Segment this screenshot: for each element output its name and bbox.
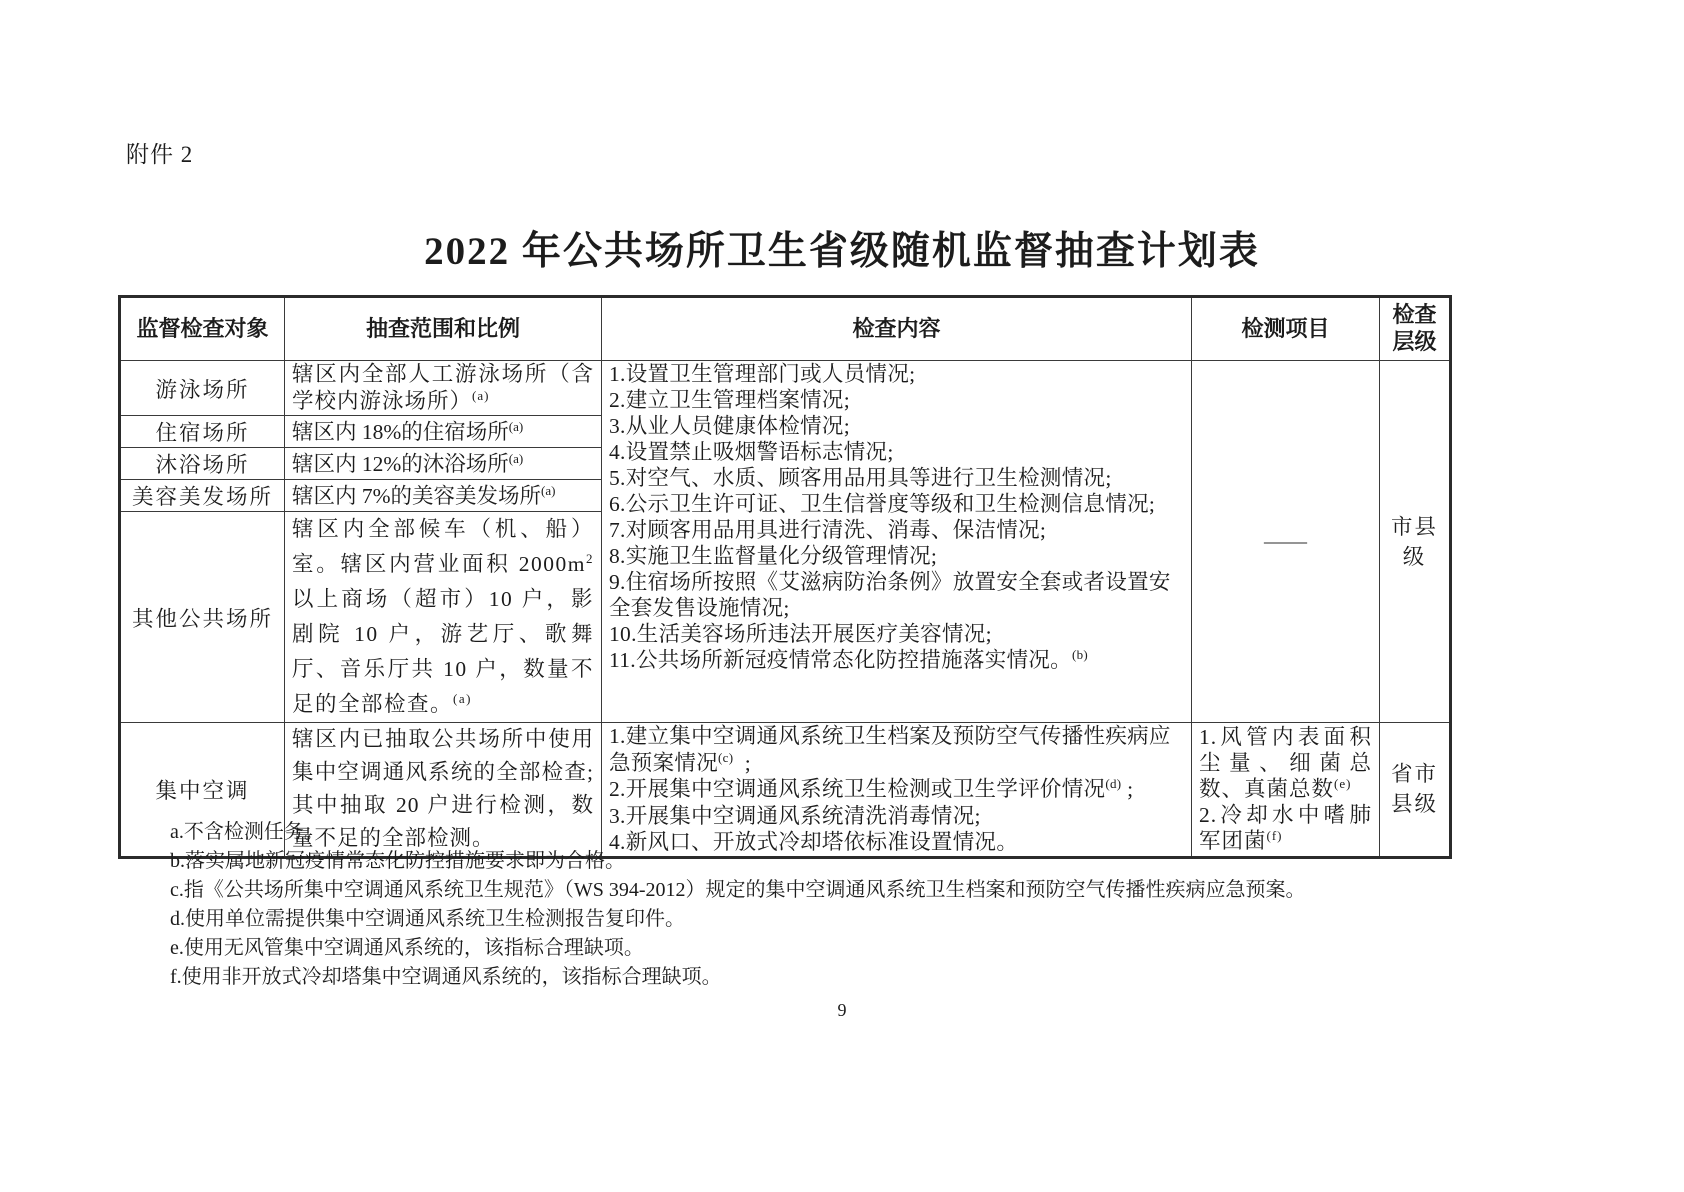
target-cell: 住宿场所: [120, 416, 285, 448]
test-item-text: 2.冷却水中嗜肺军团菌: [1199, 803, 1372, 854]
superscript-marker: (b): [1071, 646, 1089, 662]
scope-text: 辖区内全部候车（机、船）室。辖区内营业面积 2000m: [292, 517, 594, 576]
scope-text: 辖区内全部人工游泳场所（含学校内游泳场所）: [292, 362, 594, 413]
inspection-item: 5.对空气、水质、顾客用品用具等进行卫生检测情况;: [609, 466, 1112, 490]
superscript-marker: (a): [472, 387, 490, 403]
attachment-label: 附件 2: [126, 142, 194, 167]
scope-text: 辖区内 18%的住宿场所: [292, 419, 509, 444]
inspection-item: 4.设置禁止吸烟警语标志情况;: [609, 440, 894, 464]
target-cell: 游泳场所: [120, 361, 285, 416]
header-row: [120, 297, 1451, 361]
scope-text: 辖区内 7%的美容美发场所: [292, 483, 542, 508]
footnote: b.落实属地新冠疫情常态化防控措施要求即为合格。: [170, 850, 625, 872]
superscript-marker: (f): [1266, 828, 1283, 844]
inspection-item: [609, 647, 1184, 673]
superscript-marker: 2: [586, 550, 594, 566]
superscript-marker: (a): [453, 690, 472, 706]
scope-cell: [285, 448, 602, 480]
table-row-swimming: [120, 361, 1451, 416]
target-cell: 其他公共场所: [120, 512, 285, 723]
footnote: e.使用无风管集中空调通风系统的，该指标合理缺项。: [170, 937, 644, 959]
column-header-level: 检查层级: [1380, 297, 1451, 361]
superscript-marker: (a): [541, 482, 556, 498]
inspection-level-cell: 省市县级: [1380, 723, 1451, 858]
page-number: 9: [837, 1000, 847, 1020]
scope-cell: [285, 416, 602, 448]
scope-text: 以上商场（超市）10 户，影剧院 10 户，游艺厅、歌舞厅、音乐厅共 10 户，数量不足的全部检查。: [292, 587, 594, 716]
target-cell: 美容美发场所: [120, 480, 285, 512]
column-header-target: 监督检查对象: [120, 297, 285, 361]
inspection-item-text: 2.开展集中空调通风系统卫生检测或卫生学评价情况: [609, 777, 1106, 801]
scope-text: 辖区内 12%的沐浴场所: [292, 451, 509, 476]
inspection-item: [609, 776, 1184, 803]
inspection-item: 4.新风口、开放式冷却塔依标准设置情况。: [609, 830, 1019, 854]
inspection-item: 6.公示卫生许可证、卫生信誉度等级和卫生检测信息情况;: [609, 492, 1156, 516]
inspection-item: 2.建立卫生管理档案情况;: [609, 388, 850, 412]
page-title: 2022 年公共场所卫生省级随机监督抽查计划表: [424, 230, 1260, 273]
test-item: [1199, 724, 1372, 802]
footnote: c.指《公共场所集中空调通风系统卫生规范》（WS 394-2012）规定的集中空调通风系统卫生档案和预防空气传播性疾病应急预案。: [170, 879, 1306, 901]
footnote: d.使用单位需提供集中空调通风系统卫生检测报告复印件。: [170, 908, 685, 930]
scope-cell: [285, 512, 602, 723]
inspection-item: 9.住宿场所按照《艾滋病防治条例》放置安全套或者设置安全套发售设施情况;: [609, 570, 1171, 620]
column-header-tests: 检测项目: [1192, 297, 1380, 361]
superscript-marker: (c): [718, 749, 734, 765]
footnotes: [170, 818, 1590, 992]
inspection-level-cell: 市县级: [1380, 361, 1451, 723]
inspection-item: 3.从业人员健康体检情况;: [609, 414, 850, 438]
target-cell: 集中空调: [120, 723, 285, 858]
superscript-marker: (e): [1334, 776, 1352, 792]
inspection-item: 3.开展集中空调通风系统清洗消毒情况;: [609, 803, 981, 828]
inspection-item-text: 1.建立集中空调通风系统卫生档案及预防空气传播性疾病应急预案情况: [609, 724, 1171, 775]
superscript-marker: (d): [1105, 775, 1122, 791]
scope-cell: 辖区内已抽取公共场所中使用集中空调通风系统的全部检查;其中抽取 20 户进行检测，数量不足的全部检测。: [285, 723, 602, 858]
target-cell: 沐浴场所: [120, 448, 285, 480]
inspection-item-text: ;: [733, 750, 751, 775]
scope-cell: [285, 480, 602, 512]
inspection-item-text: 11.公共场所新冠疫情常态化防控措施落实情况。: [609, 648, 1072, 672]
inspection-content-cell: [602, 361, 1192, 723]
inspection-item: 1.设置卫生管理部门或人员情况;: [609, 362, 916, 386]
inspection-item-text: ;: [1121, 777, 1134, 801]
scope-cell: [285, 361, 602, 416]
footnote: a.不含检测任务。: [170, 821, 324, 843]
superscript-marker: (a): [508, 450, 524, 466]
test-items-cell: ——: [1192, 361, 1380, 723]
column-header-scope: 抽查范围和比例: [285, 297, 602, 361]
inspection-item: 8.实施卫生监督量化分级管理情况;: [609, 544, 938, 568]
inspection-item: [609, 723, 1184, 776]
plan-table: [118, 295, 1452, 859]
test-item-text: 1.风管内表面积尘量、细菌总数、真菌总数: [1199, 725, 1372, 802]
inspection-item: 7.对顾客用品用具进行清洗、消毒、保洁情况;: [609, 518, 1047, 542]
superscript-marker: (a): [508, 418, 524, 434]
footnote: f.使用非开放式冷却塔集中空调通风系统的，该指标合理缺项。: [170, 966, 722, 988]
inspection-item: 10.生活美容场所违法开展医疗美容情况;: [609, 622, 992, 646]
column-header-content: 检查内容: [602, 297, 1192, 361]
